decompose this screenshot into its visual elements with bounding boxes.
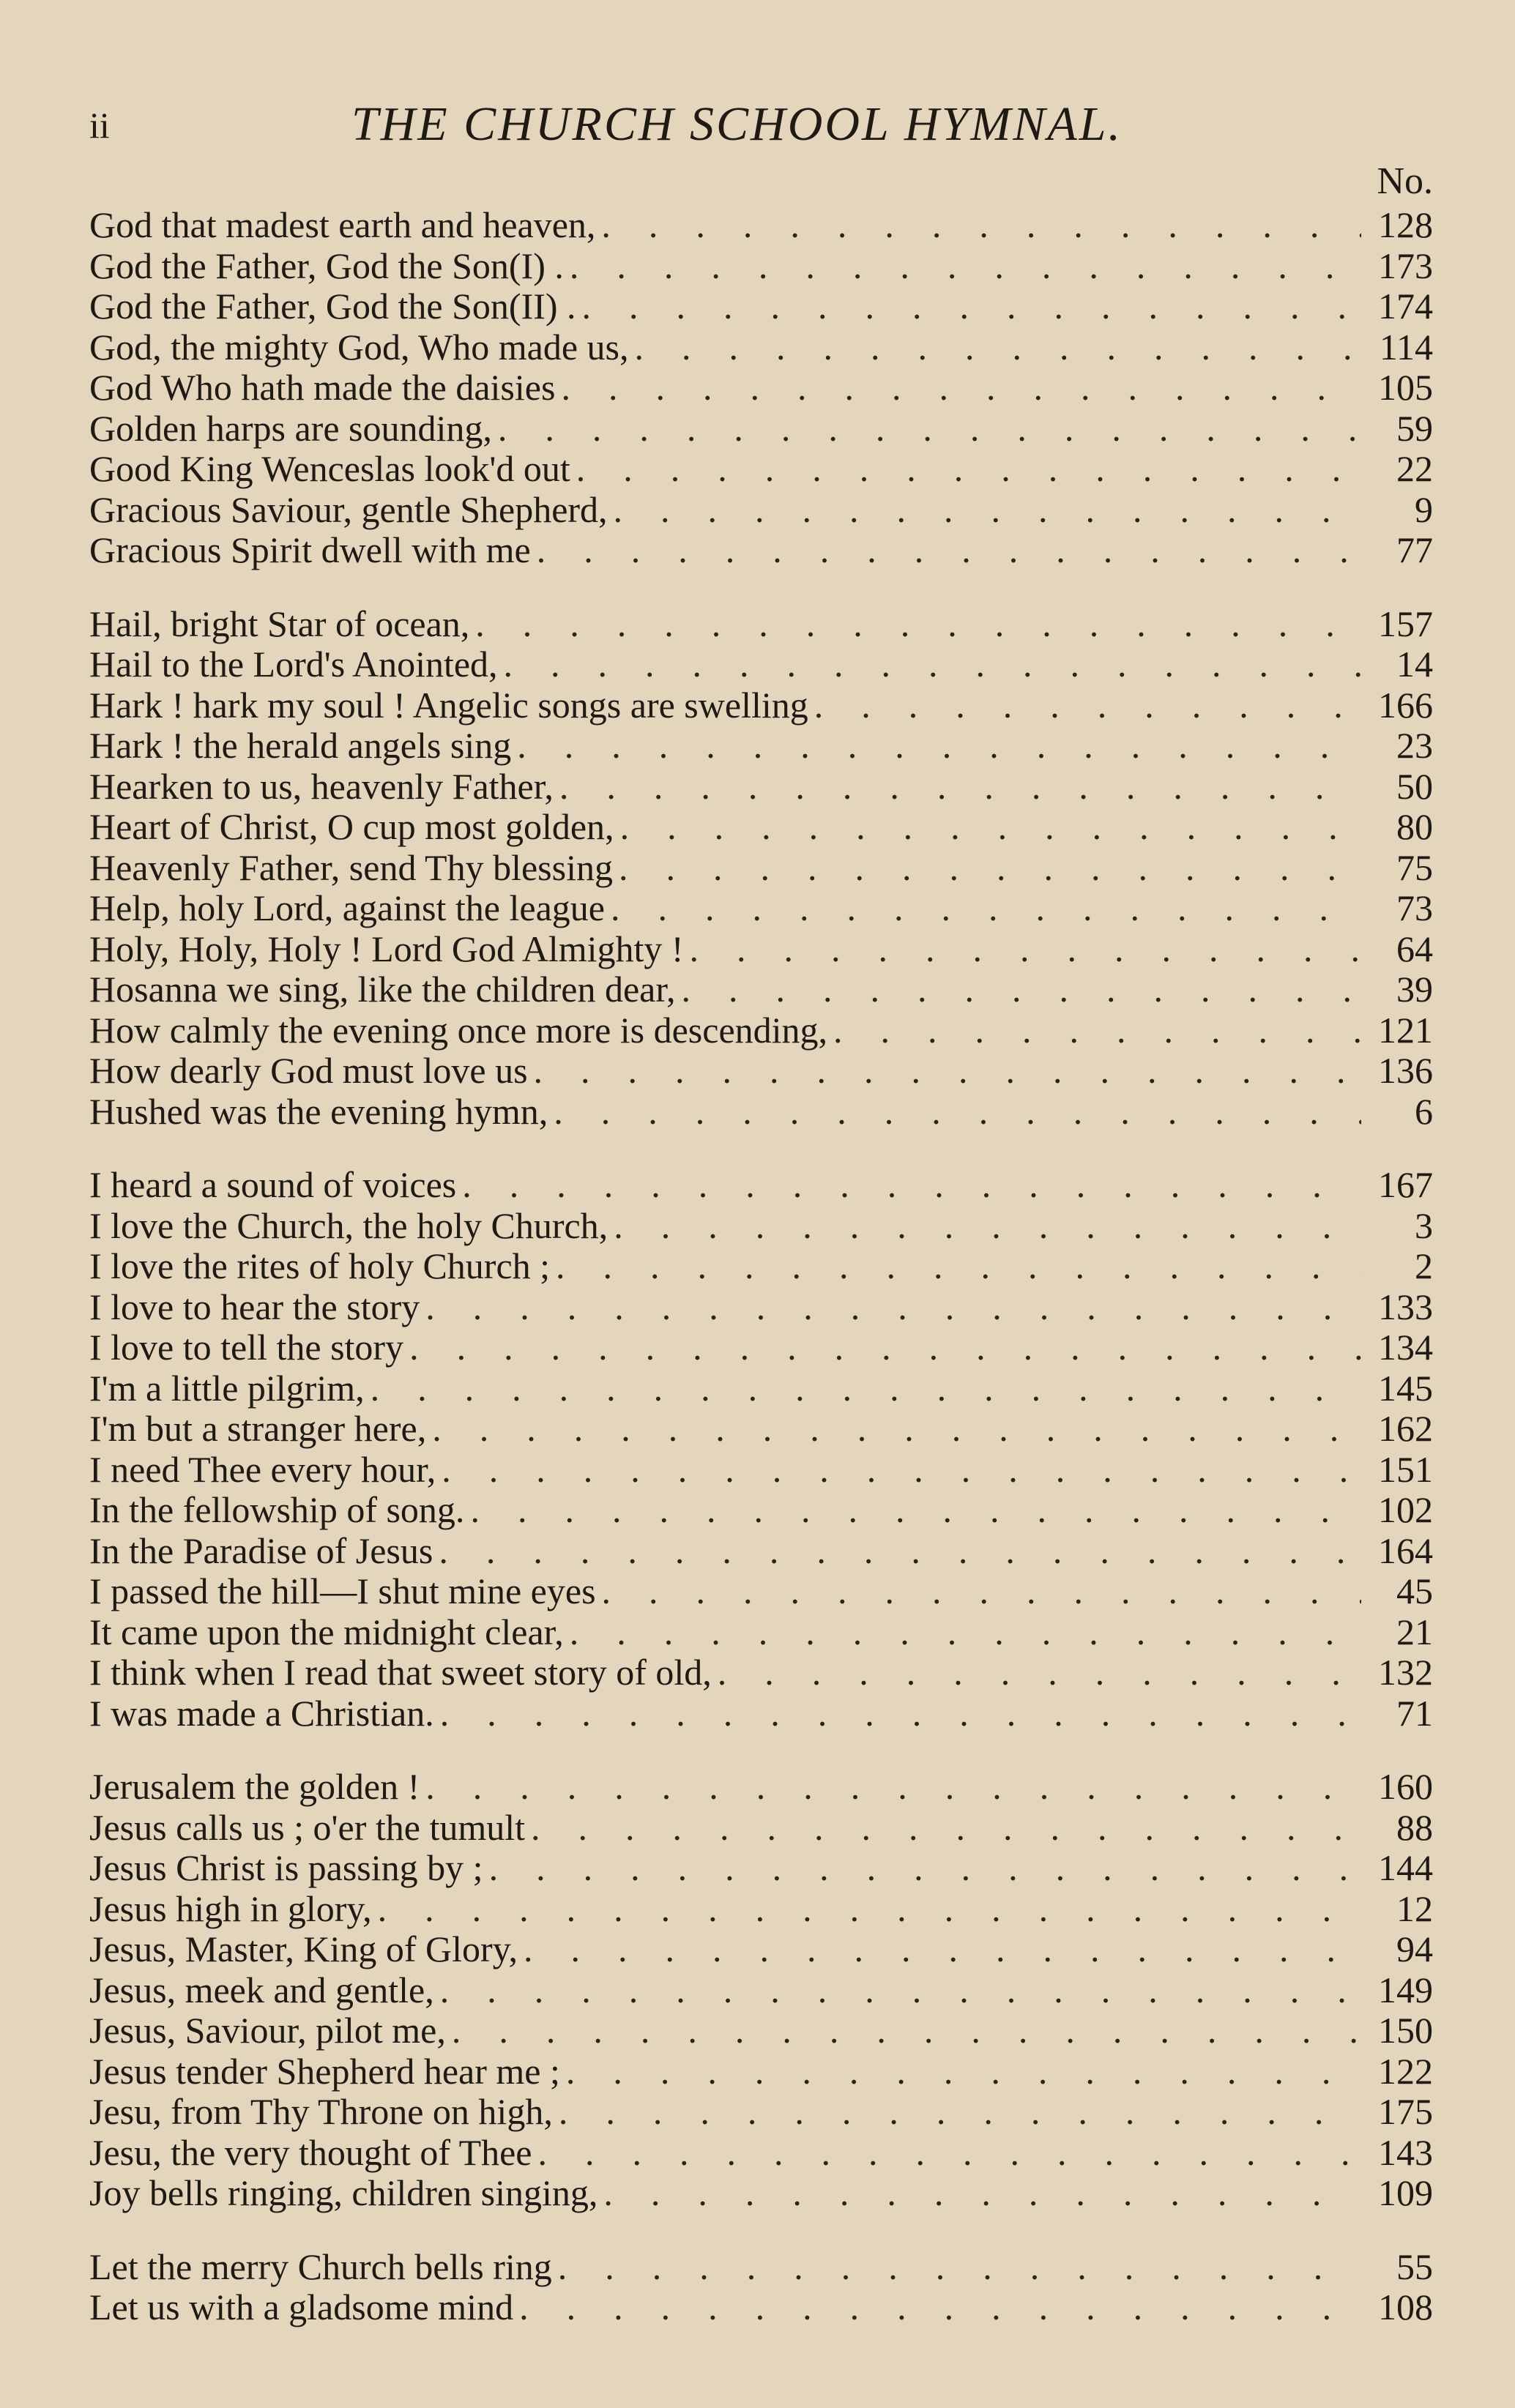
dot-leader xyxy=(620,807,1361,848)
index-entry xyxy=(89,969,1433,1010)
hymn-number: 71 xyxy=(1396,1692,1433,1734)
index-entry xyxy=(89,929,1433,970)
dot-leader xyxy=(554,1092,1361,1133)
hymn-title: I love the Church, the holy Church, xyxy=(89,1204,608,1246)
index-entry xyxy=(89,490,1433,531)
dot-leader xyxy=(371,1368,1361,1409)
hymn-title: How dearly God must love us xyxy=(89,1050,528,1091)
dot-leader xyxy=(504,644,1361,685)
index-entry xyxy=(89,848,1433,889)
hymn-title: I'm but a stranger here, xyxy=(89,1408,427,1449)
hymn-title: Jerusalem the golden ! xyxy=(89,1766,420,1807)
hymn-title: I love to tell the story xyxy=(89,1327,404,1368)
hymn-title: How calmly the evening once more is descending, xyxy=(89,1009,828,1051)
hymn-title: I heard a sound of voices xyxy=(89,1164,457,1205)
hymn-title: Jesus, Master, King of Glory, xyxy=(89,1928,518,1969)
index-entry xyxy=(89,1767,1433,1808)
number-column-label: No. xyxy=(1377,160,1433,202)
hymn-title: It came upon the midnight clear, xyxy=(89,1611,564,1652)
hymn-number: 77 xyxy=(1396,529,1433,570)
index-entry xyxy=(89,2133,1433,2174)
hymn-number: 109 xyxy=(1378,2172,1433,2213)
dot-leader xyxy=(519,2287,1361,2328)
running-title: THE CHURCH SCHOOL HYMNAL. xyxy=(351,97,1123,151)
index-entry xyxy=(89,1206,1433,1247)
index-entry xyxy=(89,327,1433,368)
hymn-number: 145 xyxy=(1378,1367,1433,1409)
index-entry xyxy=(89,1970,1433,2011)
hymn-title: Holy, Holy, Holy ! Lord God Almighty ! xyxy=(89,928,684,969)
dot-leader xyxy=(440,1693,1361,1734)
index-entry xyxy=(89,604,1433,645)
index-entry xyxy=(89,1889,1433,1930)
dot-leader xyxy=(537,530,1361,571)
dot-leader xyxy=(566,2051,1361,2092)
hymn-title: I'm a little pilgrim, xyxy=(89,1367,365,1409)
index-entry xyxy=(89,1612,1433,1653)
hymn-title: Joy bells ringing, children singing, xyxy=(89,2172,598,2213)
hymn-index-list xyxy=(89,205,1433,2361)
index-entry xyxy=(89,2051,1433,2092)
index-entry xyxy=(89,685,1433,726)
hymn-number: 102 xyxy=(1378,1489,1433,1530)
dot-leader xyxy=(378,1889,1361,1930)
dot-leader xyxy=(524,1929,1361,1970)
hymn-title: Hushed was the evening hymn, xyxy=(89,1090,548,1132)
index-letter-group xyxy=(89,1767,1433,2214)
hymn-number: 73 xyxy=(1396,887,1433,928)
hymn-title: Hosanna we sing, like the children dear, xyxy=(89,969,676,1010)
hymn-title: Golden harps are sounding, xyxy=(89,407,492,449)
dot-leader xyxy=(576,449,1361,490)
hymn-number: 94 xyxy=(1396,1928,1433,1969)
dot-leader xyxy=(442,1450,1361,1491)
hymn-title: Hearken to us, heavenly Father, xyxy=(89,765,554,807)
hymn-title: In the Paradise of Jesus xyxy=(89,1529,433,1571)
dot-leader xyxy=(614,1206,1361,1247)
dot-leader xyxy=(517,726,1361,767)
hymn-number: 75 xyxy=(1396,846,1433,888)
hymn-number: 143 xyxy=(1378,2131,1433,2173)
index-entry xyxy=(89,767,1433,808)
hymn-number: 64 xyxy=(1396,928,1433,969)
hymn-title: Let us with a gladsome mind xyxy=(89,2286,514,2327)
dot-leader xyxy=(432,1409,1361,1450)
hymn-title: Let the merry Church bells ring xyxy=(89,2245,552,2287)
dot-leader xyxy=(603,2173,1361,2214)
index-entry xyxy=(89,726,1433,767)
hymn-number: 162 xyxy=(1378,1408,1433,1449)
hymn-title: Jesu, from Thy Throne on high, xyxy=(89,2091,553,2132)
hymn-title: Jesus, Saviour, pilot me, xyxy=(89,2010,446,2051)
hymn-number: 151 xyxy=(1378,1448,1433,1490)
dot-leader xyxy=(556,1246,1361,1287)
hymn-number: 45 xyxy=(1396,1570,1433,1611)
index-entry xyxy=(89,530,1433,571)
hymn-number: 167 xyxy=(1378,1164,1433,1205)
hymn-title: I love the rites of holy Church ; xyxy=(89,1245,551,1286)
index-entry xyxy=(89,286,1433,327)
hymn-title: Hark ! the herald angels sing xyxy=(89,725,512,766)
hymn-title: Heart of Christ, O cup most golden, xyxy=(89,806,614,847)
hymn-title: God that madest earth and heaven, xyxy=(89,204,596,245)
dot-leader xyxy=(635,327,1362,368)
dot-leader xyxy=(531,1808,1361,1849)
hymn-title: Hail, bright Star of ocean, xyxy=(89,603,470,644)
hymn-title: Good King Wenceslas look'd out xyxy=(89,448,570,489)
hymn-number: 121 xyxy=(1378,1009,1433,1051)
hymn-number: 122 xyxy=(1378,2050,1433,2092)
hymn-title: Hark ! hark my soul ! Angelic songs are swelling xyxy=(89,684,808,726)
dot-leader xyxy=(425,1287,1361,1328)
hymn-number: 166 xyxy=(1378,684,1433,726)
hymn-number: 157 xyxy=(1378,603,1433,644)
dot-leader xyxy=(440,1970,1361,2011)
index-entry xyxy=(89,807,1433,848)
page-number: ii xyxy=(89,105,110,146)
dot-leader xyxy=(425,1767,1361,1808)
hymn-title: Jesus high in glory, xyxy=(89,1887,372,1929)
hymn-title: Hail to the Lord's Anointed, xyxy=(89,644,498,685)
hymn-title: God, the mighty God, Who made us, xyxy=(89,326,629,368)
hymn-number: 132 xyxy=(1378,1652,1433,1693)
hymn-title: Gracious Saviour, gentle Shepherd, xyxy=(89,488,608,530)
hymn-title: Jesus tender Shepherd hear me ; xyxy=(89,2050,560,2092)
index-entry xyxy=(89,888,1433,929)
dot-leader xyxy=(833,1010,1361,1051)
hymn-title: Jesus Christ is passing by ; xyxy=(89,1847,483,1888)
index-entry xyxy=(89,644,1433,685)
dot-leader xyxy=(558,2247,1361,2288)
index-entry xyxy=(89,1490,1433,1531)
index-entry xyxy=(89,2173,1433,2214)
dot-leader xyxy=(534,1051,1361,1092)
dot-leader xyxy=(538,2133,1362,2174)
dot-leader xyxy=(601,205,1361,246)
index-letter-group xyxy=(89,2247,1433,2328)
index-entry xyxy=(89,2247,1433,2288)
index-entry xyxy=(89,1327,1433,1368)
dot-leader xyxy=(602,1571,1361,1612)
hymn-title: I was made a Christian. xyxy=(89,1692,434,1734)
hymn-number: 39 xyxy=(1396,969,1433,1010)
hymn-number: 6 xyxy=(1415,1090,1433,1132)
index-entry xyxy=(89,1287,1433,1328)
index-entry xyxy=(89,1848,1433,1889)
hymn-number: 12 xyxy=(1396,1887,1433,1929)
hymn-title: God the Father, God the Son(II) . xyxy=(89,286,576,327)
dot-leader xyxy=(814,685,1361,726)
index-entry xyxy=(89,1010,1433,1051)
dot-leader xyxy=(570,1612,1361,1653)
hymn-title: Jesus, meek and gentle, xyxy=(89,1969,434,2010)
dot-leader xyxy=(409,1327,1361,1368)
dot-leader xyxy=(439,1531,1361,1572)
hymn-title: God Who hath made the daisies xyxy=(89,367,556,408)
hymn-number: 174 xyxy=(1378,286,1433,327)
dot-leader xyxy=(462,1165,1361,1206)
dot-leader xyxy=(498,409,1361,450)
index-entry xyxy=(89,1450,1433,1491)
hymn-number: 144 xyxy=(1378,1847,1433,1888)
dot-leader xyxy=(559,767,1361,808)
dot-leader xyxy=(682,969,1361,1010)
index-entry xyxy=(89,1571,1433,1612)
hymn-title: I need Thee every hour, xyxy=(89,1448,436,1490)
hymn-number: 80 xyxy=(1396,806,1433,847)
hymn-title: I passed the hill—I shut mine eyes xyxy=(89,1570,596,1611)
index-entry xyxy=(89,2010,1433,2051)
hymn-number: 23 xyxy=(1396,725,1433,766)
dot-leader xyxy=(582,286,1361,327)
index-entry xyxy=(89,368,1433,409)
index-entry xyxy=(89,1246,1433,1287)
index-entry xyxy=(89,2287,1433,2328)
hymn-number: 150 xyxy=(1378,2010,1433,2051)
hymn-number: 22 xyxy=(1396,448,1433,489)
hymn-title: I think when I read that sweet story of old, xyxy=(89,1652,712,1693)
hymn-number: 149 xyxy=(1378,1969,1433,2010)
index-entry xyxy=(89,1929,1433,1970)
index-entry xyxy=(89,1051,1433,1092)
hymn-number: 105 xyxy=(1378,367,1433,408)
hymn-number: 2 xyxy=(1415,1245,1433,1286)
hymn-number: 88 xyxy=(1396,1806,1433,1848)
hymn-number: 136 xyxy=(1378,1050,1433,1091)
index-entry xyxy=(89,1092,1433,1133)
hymn-number: 3 xyxy=(1415,1204,1433,1246)
dot-leader xyxy=(475,604,1361,645)
hymn-number: 55 xyxy=(1396,2245,1433,2287)
hymn-number: 9 xyxy=(1415,488,1433,530)
hymn-number: 134 xyxy=(1378,1327,1433,1368)
hymn-number: 50 xyxy=(1396,765,1433,807)
index-entry xyxy=(89,1652,1433,1693)
dot-leader xyxy=(614,490,1361,531)
index-letter-group xyxy=(89,1165,1433,1734)
dot-leader xyxy=(561,368,1361,409)
hymn-title: Gracious Spirit dwell with me xyxy=(89,529,531,570)
hymn-number: 128 xyxy=(1378,204,1433,245)
hymn-title: Jesu, the very thought of Thee xyxy=(89,2131,532,2173)
dot-leader xyxy=(690,929,1361,970)
hymn-title: Help, holy Lord, against the league xyxy=(89,887,605,928)
hymn-title: Heavenly Father, send Thy blessing xyxy=(89,846,613,888)
hymn-title: God the Father, God the Son(I) . xyxy=(89,245,564,286)
hymn-number: 164 xyxy=(1378,1529,1433,1571)
dot-leader xyxy=(489,1848,1361,1889)
hymn-title: In the fellowship of song. xyxy=(89,1489,465,1530)
index-entry xyxy=(89,1409,1433,1450)
index-entry xyxy=(89,1368,1433,1409)
hymn-number: 21 xyxy=(1396,1611,1433,1652)
hymn-title: Jesus calls us ; o'er the tumult xyxy=(89,1806,526,1848)
dot-leader xyxy=(570,246,1361,287)
index-entry xyxy=(89,449,1433,490)
dot-leader xyxy=(611,888,1361,929)
hymn-number: 59 xyxy=(1396,407,1433,449)
index-entry xyxy=(89,1693,1433,1734)
index-entry xyxy=(89,1165,1433,1206)
hymn-number: 160 xyxy=(1378,1766,1433,1807)
dot-leader xyxy=(559,2092,1361,2133)
index-entry xyxy=(89,205,1433,246)
hymn-number: 14 xyxy=(1396,644,1433,685)
hymn-number: 108 xyxy=(1378,2286,1433,2327)
hymn-title: I love to hear the story xyxy=(89,1286,420,1327)
index-letter-group xyxy=(89,205,1433,571)
dot-leader xyxy=(619,848,1361,889)
index-entry xyxy=(89,2092,1433,2133)
index-entry xyxy=(89,1808,1433,1849)
index-letter-group xyxy=(89,604,1433,1133)
index-entry xyxy=(89,409,1433,450)
hymn-number: 175 xyxy=(1378,2091,1433,2132)
dot-leader xyxy=(452,2010,1361,2051)
index-entry xyxy=(89,1531,1433,1572)
hymn-number: 173 xyxy=(1378,245,1433,286)
dot-leader xyxy=(470,1490,1361,1531)
index-entry xyxy=(89,246,1433,287)
hymn-number: 114 xyxy=(1379,326,1433,368)
hymn-number: 133 xyxy=(1378,1286,1433,1327)
dot-leader xyxy=(718,1652,1361,1693)
